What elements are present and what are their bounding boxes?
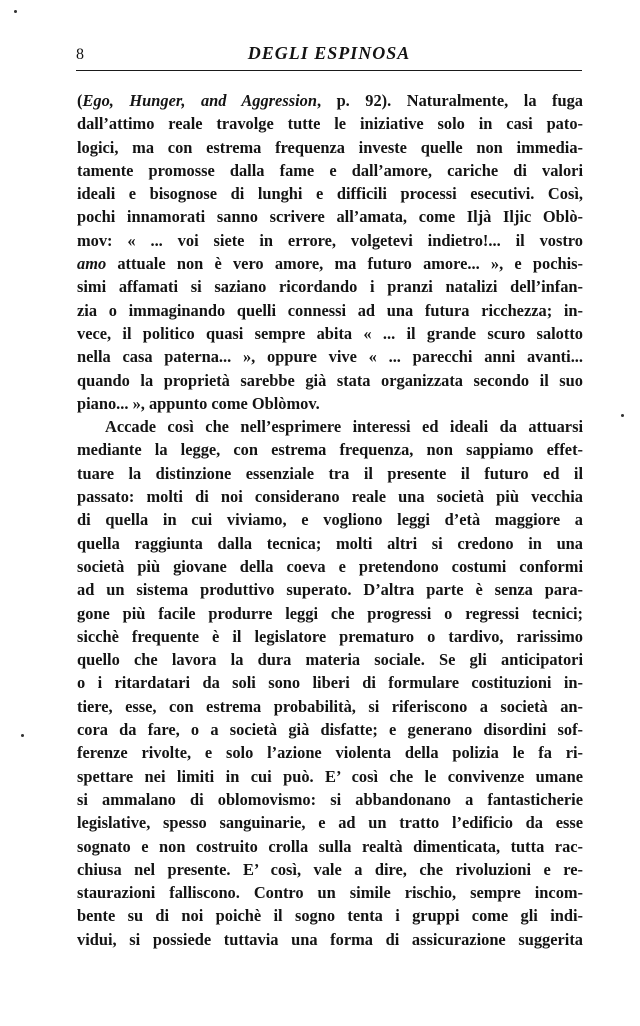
- text-run: si ammalano di oblomovismo: si abbandonano a fantasticherie: [77, 789, 583, 809]
- text-run: quella raggiunta dalla tecnica; molti altri si credono in una: [77, 533, 583, 553]
- text-run: logici, ma con estrema frequenza investe quelle non immedia-: [77, 137, 583, 157]
- text-run: sognato e non costruito crolla sulla realtà dimenticata, tutta rac-: [77, 836, 583, 856]
- paragraph: [77, 415, 583, 951]
- text-line: [77, 671, 583, 694]
- text-run: tamente promosse dalla fame e dall’amore, cariche di valori: [77, 160, 583, 180]
- text-line: [77, 112, 583, 135]
- text-run: piano... », appunto come Oblòmov.: [77, 393, 320, 413]
- text-run: cora da fare, o a società già disfatte; e generano disordini sof-: [77, 720, 583, 740]
- text-line: [77, 485, 583, 508]
- text-line: [77, 578, 583, 601]
- text-run: staurazioni falliscono. Contro un simile rischio, sempre incom-: [77, 883, 583, 903]
- text-line: [77, 928, 583, 951]
- text-line: [77, 765, 583, 788]
- text-line: [77, 648, 583, 671]
- text-run: , p. 92). Naturalmente, la fuga: [316, 91, 583, 110]
- text-line: [77, 695, 583, 718]
- text-line: [77, 858, 583, 881]
- text-run: ad un sistema produttivo superato. D’altra parte è senza para-: [77, 580, 583, 600]
- text-run: bente su di noi poichè il sogno tenta i gruppi come gli indi-: [77, 906, 583, 926]
- italic-text: Ego, Hunger, and Aggression: [82, 91, 317, 110]
- text-line: [77, 508, 583, 531]
- text-line: [77, 415, 583, 438]
- text-run: società più giovane della coeva e pretendono costumi conformi: [77, 556, 583, 576]
- text-run: tiere, esse, con estrema probabilità, si riferiscono a società an-: [77, 696, 583, 716]
- text-line: [77, 159, 583, 182]
- text-run: o i ritardatari da soli sono liberi di formulare costituzioni in-: [77, 673, 583, 693]
- italic-text: amo: [77, 254, 107, 274]
- text-run: vece, il politico quasi sempre abita « ... il grande scuro salotto: [77, 323, 583, 343]
- text-run: zia o immaginando quelli connessi ad una futura ricchezza; in-: [77, 300, 583, 320]
- text-line: [77, 741, 583, 764]
- text-line: [77, 182, 583, 205]
- text-run: quando la proprietà sarebbe già stata organizzata secondo il suo: [77, 370, 583, 390]
- text-run: passato: molti di noi considerano reale una società più vecchia: [77, 487, 583, 507]
- text-run: gone più facile produrre leggi che progressi o regressi tecnici;: [77, 603, 583, 623]
- text-line: [77, 392, 583, 415]
- text-line: [77, 89, 583, 112]
- text-line: [77, 136, 583, 159]
- text-line: [77, 438, 583, 461]
- text-run: chiusa nel presente. E’ così, vale a dire, che rivoluzioni e re-: [77, 859, 583, 879]
- text-run: mediante la legge, con estrema frequenza, non sappiamo effet-: [77, 440, 583, 460]
- text-run: dall’attimo reale travolge tutte le iniziative solo in casi pato-: [77, 114, 583, 134]
- text-run: spettare nei limiti in cui può. E’ così che le convivenze umane: [77, 766, 583, 786]
- margin-speck: [21, 734, 24, 737]
- text-run: tuare la distinzione essenziale tra il presente il futuro ed il: [77, 463, 583, 483]
- text-line: [77, 555, 583, 578]
- text-run: sicchè frequente è il legislatore prematuro o tardivo, rarissimo: [77, 626, 583, 646]
- text-run: ideali e bisognose di lunghi e difficili processi esecutivi. Così,: [77, 184, 583, 204]
- text-run: quello che lavora la dura materia sociale. Se gli anticipatori: [77, 650, 583, 670]
- text-run: nella casa paterna... », oppure vive « ... parecchi anni avanti...: [77, 347, 583, 367]
- text-line: [77, 299, 583, 322]
- margin-speck: [14, 10, 17, 13]
- text-run: legislative, spesso sanguinarie, e ad un tratto l’edificio da esse: [77, 813, 583, 833]
- page-number: 8: [76, 46, 84, 63]
- text-line: [77, 835, 583, 858]
- text-run: ferenze rivolte, e solo l’azione violenta della polizia le fa ri-: [77, 743, 583, 763]
- running-head: [76, 40, 582, 71]
- text-line: [77, 881, 583, 904]
- text-line: [77, 229, 583, 252]
- text-line: [77, 602, 583, 625]
- text-line: [77, 462, 583, 485]
- text-line: [77, 252, 583, 275]
- text-line: [77, 369, 583, 392]
- text-run: attuale non è vero amore, ma futuro amore... », e pochis-: [106, 254, 583, 274]
- body-text: [77, 89, 583, 951]
- text-line: [77, 788, 583, 811]
- paragraph: [77, 89, 583, 415]
- text-run: Accade così che nell’esprimere interessi ed ideali da attuarsi: [105, 417, 583, 437]
- margin-speck: [621, 414, 624, 417]
- text-line: [77, 532, 583, 555]
- text-run: mov: « ... voi siete in errore, volgetevi indietro!... il vostro: [77, 230, 583, 250]
- text-line: [77, 205, 583, 228]
- running-title: DEGLI ESPINOSA: [247, 43, 411, 63]
- text-line: [77, 811, 583, 834]
- text-line: [77, 625, 583, 648]
- text-line: [77, 322, 583, 345]
- text-run: simi affamati si saziano ricordando i pranzi natalizi dell’infan-: [77, 277, 583, 297]
- text-line: [77, 904, 583, 927]
- text-line: [77, 718, 583, 741]
- text-line: [77, 275, 583, 298]
- text-run: vidui, si possiede tuttavia una forma di assicurazione suggerita: [77, 929, 583, 949]
- text-line: [77, 345, 583, 368]
- text-run: pochi innamorati sanno scrivere all’amata, come Iljà Iljic Oblò-: [77, 207, 583, 227]
- text-run: (: [77, 91, 83, 110]
- text-run: di quella in cui viviamo, e vogliono leggi d’età maggiore a: [77, 510, 583, 530]
